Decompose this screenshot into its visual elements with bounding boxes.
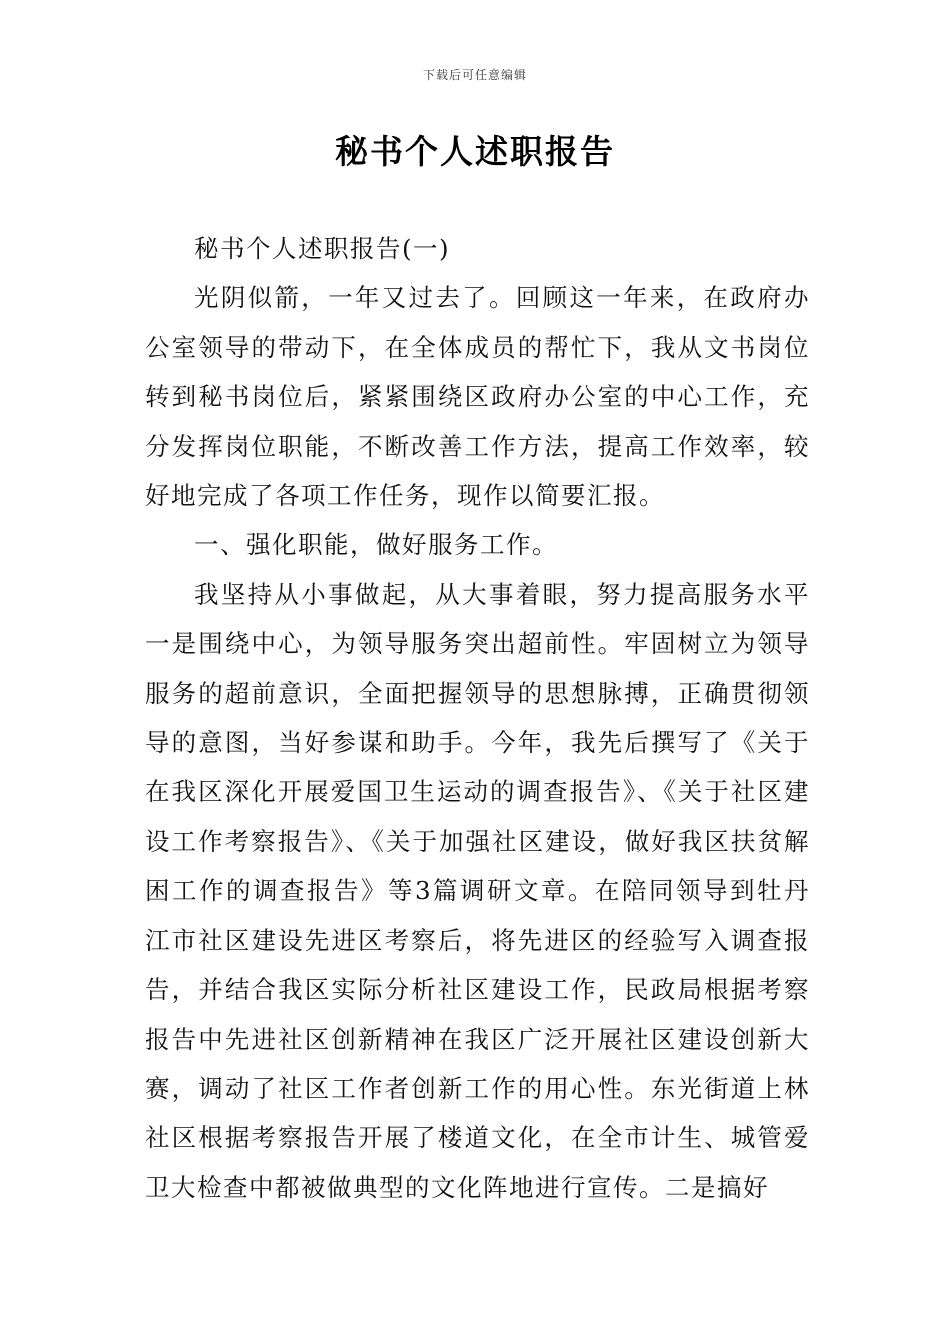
document-title: 秘书个人述职报告 (335, 132, 615, 171)
section-heading: 一、强化职能，做好服务工作。 (194, 530, 558, 560)
section-heading: 秘书个人述职报告(一) (194, 234, 451, 263)
body-paragraph: 光阴似箭，一年又过去了。回顾这一年来，在政府办公室领导的带动下，在全体成员的帮忙下，我从文书岗位转到秘书岗位后，紧紧围绕区政府办公室的中心工作，充分发挥岗位职能，不断改善工作方法，提高工作效率，较好地完成了各项工作任务，现作以简要汇报。 (145, 283, 810, 511)
body-paragraph: 我坚持从小事做起，从大事着眼，努力提高服务水平一是围绕中心，为领导服务突出超前性。牢固树立为领导服务的超前意识，全面把握领导的思想脉搏，正确贯彻领导的意图，当好参谋和助手。今年，我先后撰写了《关于在我区深化开展爱国卫生运动的调查报告》、《关于社区建设工作考察报告》、《关于加强社区建设，做好我区扶贫解困工作的调查报告》等3篇调研文章。在陪同领导到牡丹江市社区建设先进区考察后，将先进区的经验写入调查报告，并结合我区实际分析社区建设工作，民政局根据考察报告中先进社区创新精神在我区广泛开展社区建设创新大赛，调动了社区工作者创新工作的用心性。东光街道上林社区根据考察报告开展了楼道文化，在全市计生、城管爱卫大检查中都被做典型的文化阵地进行宣传。二是搞好 (145, 579, 810, 1202)
document-body (145, 224, 810, 1212)
header-note: 下载后可任意编辑 (422, 68, 527, 82)
